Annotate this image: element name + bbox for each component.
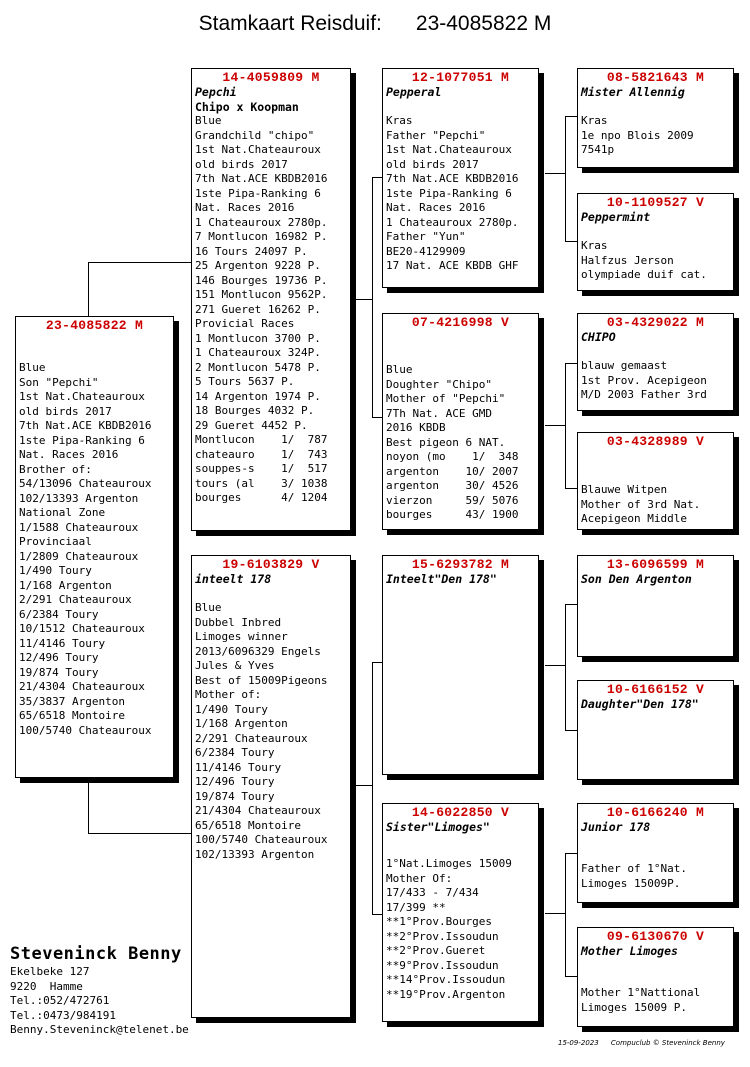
detail-line: 1/490 Toury — [19, 564, 92, 577]
connector-line — [88, 262, 192, 263]
connector-line — [352, 785, 372, 786]
connector-line — [88, 833, 192, 834]
pigeon-name: Pepchi — [195, 85, 237, 99]
detail-line: 2 Montlucon 5478 P. — [195, 360, 321, 374]
pigeon-name: CHIPO — [581, 330, 616, 344]
ring-number: 08-5821643 M — [606, 70, 705, 85]
connector-line — [565, 116, 566, 241]
detail-line: 21/4304 Chateauroux — [19, 680, 145, 693]
detail-line: bourges 4/ 1204 — [195, 491, 328, 504]
detail-line: Mother of 3rd Nat. — [581, 497, 701, 511]
detail-line: 6/2384 Toury — [19, 607, 99, 621]
detail-line: Blue — [195, 601, 222, 614]
detail-line: 11/4146 Toury — [19, 636, 106, 650]
detail-line: 18 Bourges 4032 P. — [195, 404, 315, 417]
connector-line — [565, 363, 566, 488]
detail-line: Acepigeon Middle — [581, 512, 687, 525]
connector-line — [88, 777, 89, 833]
pigeon-card-mm — [382, 803, 539, 1022]
pigeon-card-fmf — [577, 313, 734, 411]
detail-line: 1 Chateauroux 2780p. — [386, 215, 519, 229]
ring-number: 23-4085822 M — [45, 318, 144, 333]
detail-line: 1e npo Blois 2009 — [581, 128, 694, 142]
connector-line — [352, 299, 372, 300]
pigeon-details — [195, 114, 347, 506]
pigeon-name: Pepperal — [386, 85, 442, 99]
detail-line: 1ste Pipa-Ranking 6 — [386, 186, 512, 200]
ring-number: 13-6096599 M — [606, 557, 705, 572]
pigeon-details — [581, 359, 730, 403]
ring-number: 12-1077051 M — [411, 70, 510, 85]
detail-line: 7th Nat.ACE KBDB2016 — [19, 419, 152, 432]
detail-line: 11/4146 Toury — [195, 760, 282, 774]
detail-line: Mother Of: — [386, 871, 453, 885]
page-title — [0, 12, 750, 36]
detail-line: **14°Prov.Issoudun — [386, 973, 506, 986]
detail-line: Blauwe Witpen — [581, 483, 668, 496]
detail-line: 7th Nat.ACE KBDB2016 — [195, 172, 328, 185]
detail-line: Grandchild "chipo" — [195, 128, 315, 142]
detail-line: tours (al 3/ 1038 — [195, 476, 328, 490]
ring-number: 15-6293782 M — [411, 557, 510, 572]
detail-line: Father of 1°Nat. — [581, 862, 687, 875]
detail-line: 7Th Nat. ACE GMD — [386, 406, 492, 420]
pigeon-details — [195, 601, 347, 862]
detail-line: Limoges winner — [195, 630, 288, 643]
connector-line — [545, 425, 565, 426]
ring-number: 10-6166240 M — [606, 805, 705, 820]
detail-line: 19/874 Toury — [19, 665, 99, 679]
detail-line: Jules & Yves — [195, 659, 275, 672]
detail-line: noyon (mo 1/ 348 — [386, 450, 519, 463]
detail-line: Father "Pepchi" — [386, 128, 486, 142]
pigeon-details — [581, 114, 730, 158]
pigeon-card-mff — [577, 555, 734, 657]
detail-line: Benny.Steveninck@telenet.be — [10, 1023, 189, 1036]
detail-line: 1/1588 Chateauroux — [19, 520, 139, 534]
detail-line: 1st Nat.Chateauroux — [19, 390, 145, 403]
detail-line: 9220 Hamme — [10, 979, 83, 993]
detail-line: Tel.:0473/984191 — [10, 1008, 116, 1022]
detail-line: Limoges 15009 P. — [581, 1000, 687, 1014]
detail-line: 102/13393 Argenton — [195, 847, 315, 861]
detail-line: 100/5740 Chateauroux — [19, 723, 152, 737]
detail-line: 2013/6096329 Engels — [195, 644, 321, 658]
pigeon-card-mfm — [577, 680, 734, 780]
ring-number: 03-4329022 M — [606, 315, 705, 330]
detail-line: **9°Prov.Issoudun — [386, 958, 499, 972]
detail-line: Brother of: — [19, 462, 92, 476]
detail-line: Mother of "Pepchi" — [386, 392, 506, 405]
title-label: Stamkaart Reisduif: — [198, 12, 382, 35]
detail-line: 14 Argenton 1974 P. — [195, 389, 321, 403]
detail-line: Doughter "Chipo" — [386, 377, 492, 391]
detail-line: 7 Montlucon 16982 P. — [195, 230, 328, 243]
detail-line: Best pigeon 6 NAT. — [386, 435, 506, 449]
detail-line: Ekelbeke 127 — [10, 965, 90, 978]
ring-number: 14-6022850 V — [411, 805, 510, 820]
detail-line: 1ste Pipa-Ranking 6 — [195, 186, 321, 200]
pigeon-subtitle: Chipo x Koopman — [195, 100, 299, 114]
detail-line: 1st Prov. Acepigeon — [581, 373, 707, 387]
detail-line: Son "Pepchi" — [19, 375, 99, 389]
pigeon-card-subject — [15, 316, 174, 778]
connector-line — [88, 262, 89, 317]
pigeon-name: Sister"Limoges" — [386, 820, 490, 834]
ring-number: 03-4328989 V — [606, 434, 705, 449]
detail-line: Dubbel Inbred — [195, 615, 282, 629]
detail-line: 1ste Pipa-Ranking 6 — [19, 433, 145, 447]
breeder-name: Steveninck Benny — [10, 944, 182, 964]
pigeon-name: Daughter"Den 178" — [581, 697, 699, 711]
detail-line: Tel.:052/472761 — [10, 994, 110, 1007]
ring-number: 14-4059809 M — [222, 70, 320, 85]
detail-line: 146 Bourges 19736 P. — [195, 273, 328, 287]
detail-line: 35/3837 Argenton — [19, 694, 125, 708]
pigeon-name: Junior 178 — [581, 820, 651, 834]
ring-number: 09-6130670 V — [606, 929, 705, 944]
detail-line: Provinciaal — [19, 535, 92, 548]
detail-line: blauw gemaast — [581, 359, 668, 372]
detail-line: Father "Yun" — [386, 230, 466, 243]
connector-line — [545, 913, 565, 914]
detail-line: Montlucon 1/ 787 — [195, 433, 328, 446]
detail-line: 1/168 Argenton — [195, 717, 288, 730]
ring-number: 10-1109527 V — [606, 195, 705, 210]
detail-line: Nat. Races 2016 — [386, 201, 486, 214]
detail-line: 151 Montlucon 9562P. — [195, 288, 328, 301]
pigeon-name: inteelt 178 — [195, 572, 272, 586]
connector-line — [565, 853, 566, 976]
footer-date: 15-09-2023 — [558, 1039, 599, 1047]
detail-line: 12/496 Toury — [19, 651, 99, 664]
pigeon-card-mf — [382, 555, 539, 775]
pigeon-details — [581, 483, 730, 527]
detail-line: 25 Argenton 9228 P. — [195, 259, 321, 272]
detail-line: 1st Nat.Chateauroux — [386, 143, 512, 156]
detail-line: 17/433 - 7/434 — [386, 886, 479, 899]
detail-line: Nat. Races 2016 — [19, 448, 119, 461]
detail-line: 12/496 Toury — [195, 775, 275, 788]
detail-line: bourges 43/ 1900 — [386, 508, 519, 521]
footer-credit: Compuclub © Steveninck Benny — [610, 1039, 725, 1047]
detail-line: Limoges 15009P. — [581, 876, 681, 890]
detail-line: 1/168 Argenton — [19, 578, 112, 592]
detail-line: 65/6518 Montoire — [19, 709, 125, 722]
detail-line: **2°Prov.Issoudun — [386, 929, 499, 943]
detail-line: Kras — [581, 114, 608, 127]
detail-line: Provicial Races — [195, 317, 295, 330]
detail-line: 1/490 Toury — [195, 702, 268, 716]
detail-line: chateauro 1/ 743 — [195, 447, 328, 461]
pigeon-card-mmf — [577, 803, 734, 903]
detail-line: 1/2809 Chateauroux — [19, 549, 139, 563]
pigeon-card-mother — [191, 555, 351, 1018]
detail-line: 271 Gueret 16262 P. — [195, 302, 321, 316]
detail-line: BE20-4129909 — [386, 244, 466, 258]
detail-line: 1st Nat.Chateauroux — [195, 143, 321, 156]
detail-line: 7541p — [581, 143, 615, 156]
connector-line — [565, 604, 566, 730]
detail-line: Mother 1°Nattional — [581, 986, 701, 999]
detail-line: 1 Chateauroux 324P. — [195, 346, 321, 359]
detail-line: 54/13096 Chateauroux — [19, 477, 152, 490]
detail-line: Blue — [195, 114, 222, 127]
detail-line: **2°Prov.Gueret — [386, 944, 486, 957]
ring-number: 10-6166152 V — [606, 682, 705, 697]
detail-line: 2016 KBDB — [386, 421, 446, 434]
detail-line: Mother of: — [195, 688, 262, 701]
pigeon-details — [386, 114, 535, 274]
detail-line: 17/399 ** — [386, 900, 446, 914]
pigeon-details — [581, 239, 730, 283]
detail-line: 10/1512 Chateauroux — [19, 622, 145, 635]
detail-line: 17 Nat. ACE KBDB GHF — [386, 259, 519, 272]
detail-line: National Zone — [19, 506, 106, 519]
pigeon-name: Inteelt"Den 178" — [386, 572, 497, 586]
detail-line: 19/874 Toury — [195, 789, 275, 803]
detail-line: 65/6518 Montoire — [195, 818, 301, 832]
pigeon-details — [581, 986, 730, 1015]
detail-line: 5 Tours 5637 P. — [195, 375, 295, 388]
detail-line: Kras — [386, 114, 413, 127]
detail-line: Blue — [386, 363, 413, 376]
pigeon-card-fmm — [577, 432, 734, 530]
footer — [558, 1039, 735, 1047]
detail-line: 29 Gueret 4452 P. — [195, 418, 308, 432]
connector-line — [545, 665, 565, 666]
detail-line: 100/5740 Chateauroux — [195, 833, 328, 846]
detail-line: souppes-s 1/ 517 — [195, 462, 328, 475]
detail-line: Blue — [19, 361, 46, 374]
breeder-contact — [10, 965, 189, 1038]
title-ring: 23-4085822 M — [415, 12, 552, 35]
detail-line: 102/13393 Argenton — [19, 491, 139, 505]
detail-line: 1 Montlucon 3700 P. — [195, 331, 321, 345]
pigeon-card-father — [191, 68, 351, 531]
detail-line: **19°Prov.Argenton — [386, 987, 506, 1001]
connector-line — [545, 173, 565, 174]
detail-line: 2/291 Chateauroux — [195, 731, 308, 745]
pigeon-card-mmm — [577, 927, 734, 1027]
pigeon-name: Mister Allennig — [581, 85, 685, 99]
detail-line: old birds 2017 — [19, 404, 112, 418]
detail-line: olympiade duif cat. — [581, 268, 707, 281]
pigeon-details — [581, 862, 730, 891]
detail-line: 1°Nat.Limoges 15009 — [386, 857, 512, 870]
pigeon-details — [19, 361, 170, 738]
detail-line: vierzon 59/ 5076 — [386, 493, 519, 507]
detail-line: 7th Nat.ACE KBDB2016 — [386, 172, 519, 185]
detail-line: 16 Tours 24097 P. — [195, 244, 308, 258]
ring-number: 19-6103829 V — [222, 557, 320, 572]
pigeon-name: Mother Limoges — [581, 944, 678, 958]
connector-line — [372, 177, 373, 417]
detail-line: old birds 2017 — [195, 157, 288, 171]
detail-line: 1 Chateauroux 2780p. — [195, 215, 328, 229]
pigeon-card-ff — [382, 68, 539, 288]
detail-line: Halfzus Jerson — [581, 253, 674, 267]
pigeon-details — [386, 363, 535, 523]
pigeon-card-fm — [382, 313, 539, 530]
detail-line: argenton 30/ 4526 — [386, 479, 519, 492]
detail-line: Nat. Races 2016 — [195, 201, 295, 214]
detail-line: old birds 2017 — [386, 157, 479, 171]
detail-line: 2/291 Chateauroux — [19, 593, 132, 606]
pigeon-card-fff — [577, 68, 734, 168]
detail-line: 21/4304 Chateauroux — [195, 804, 321, 817]
detail-line: Kras — [581, 239, 608, 252]
breeder-info — [10, 943, 189, 1038]
detail-line: M/D 2003 Father 3rd — [581, 388, 707, 401]
pigeon-name: Peppermint — [581, 210, 651, 224]
connector-line — [372, 662, 373, 914]
detail-line: argenton 10/ 2007 — [386, 464, 519, 478]
pigeon-details — [386, 857, 535, 1002]
ring-number: 07-4216998 V — [411, 315, 510, 330]
pigeon-card-ffm — [577, 193, 734, 291]
detail-line: **1°Prov.Bourges — [386, 915, 492, 928]
pigeon-name: Son Den Argenton — [581, 572, 692, 586]
detail-line: Best of 15009Pigeons — [195, 673, 328, 687]
detail-line: 6/2384 Toury — [195, 746, 275, 759]
